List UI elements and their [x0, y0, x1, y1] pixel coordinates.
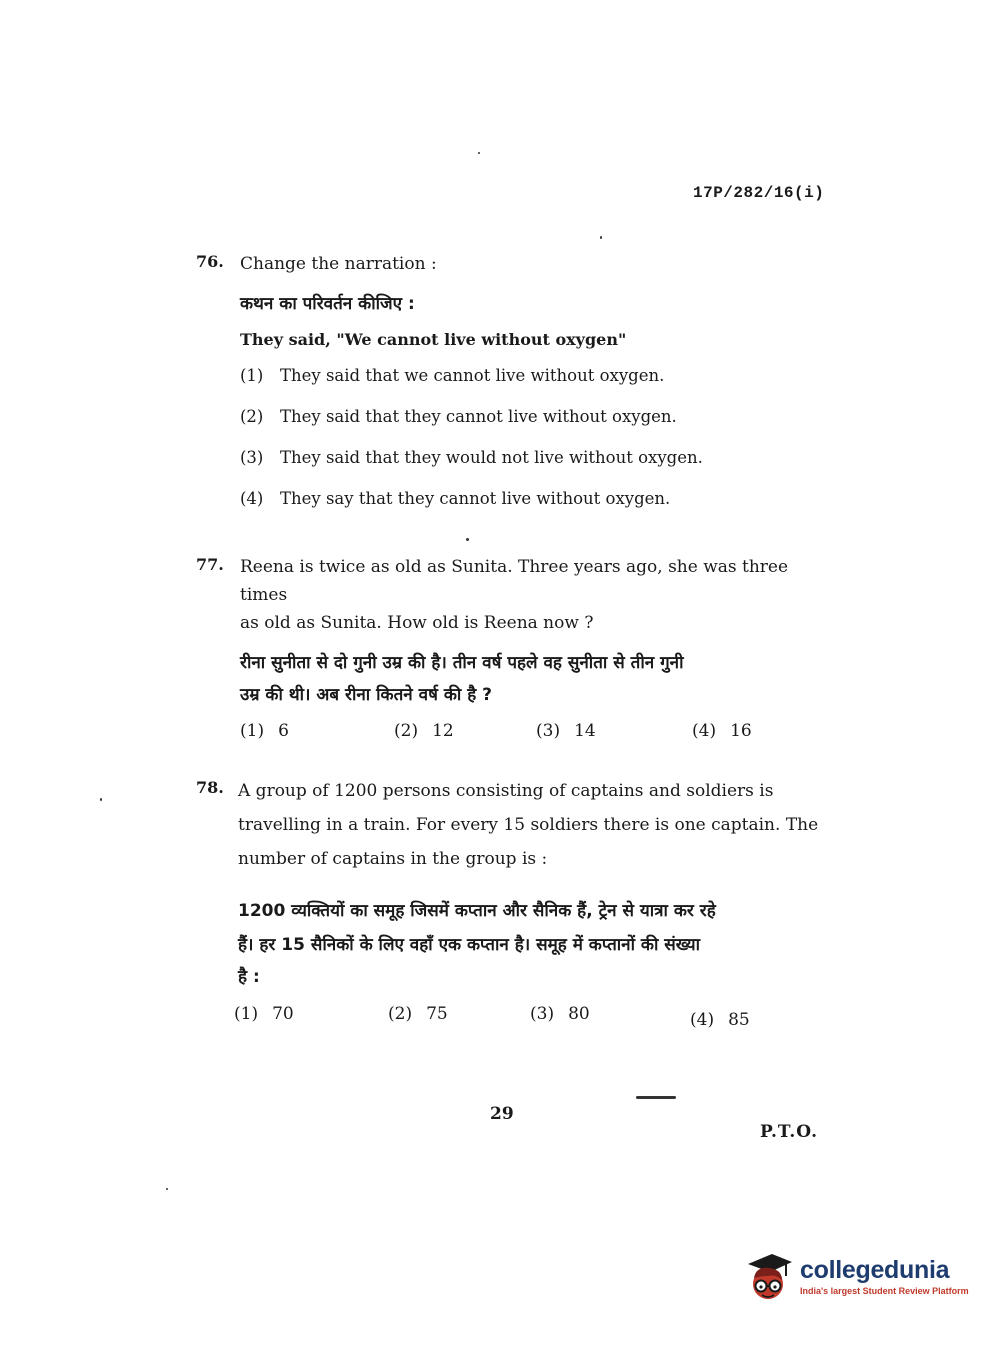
- option-2: [394, 721, 454, 741]
- option-1: [240, 721, 289, 741]
- scan-speck: [166, 1188, 168, 1190]
- option-text: 75: [426, 1004, 448, 1024]
- option-number: (4): [692, 721, 717, 741]
- scan-speck: [478, 152, 480, 154]
- question-text-english-line-2: as old as Sunita. How old is Reena now ?: [240, 613, 594, 633]
- question-number: 76.: [196, 252, 224, 271]
- option-4: [692, 721, 752, 741]
- option-text: 12: [432, 721, 454, 741]
- option-number: (4): [690, 1010, 715, 1030]
- option-number: (3): [530, 1004, 555, 1024]
- scan-speck: [100, 798, 102, 801]
- question-text-english-line-3: number of captains in the group is :: [238, 849, 548, 869]
- option-3: [536, 721, 596, 741]
- question-text-hindi-line-1: रीना सुनीता से दो गुनी उम्र की है। तीन वर्ष पहले वह सुनीता से तीन गुनी: [240, 653, 684, 673]
- collegedunia-watermark: [742, 1250, 972, 1314]
- question-text-english-line-1: Reena is twice as old as Sunita. Three years ago, she was three times: [240, 557, 789, 605]
- option-3: [530, 1004, 590, 1024]
- option-text: They said that they would not live without oxygen.: [280, 448, 703, 467]
- option-number: (1): [234, 1004, 259, 1024]
- option-4: [690, 1010, 750, 1030]
- watermark-tagline: India's largest Student Review Platform: [800, 1286, 969, 1296]
- option-number: (1): [240, 366, 264, 385]
- option-text: 85: [728, 1010, 750, 1030]
- question-text-english: Change the narration :: [240, 254, 437, 274]
- scan-speck: [600, 236, 602, 239]
- option-number: (2): [394, 721, 419, 741]
- pto-label: P.T.O.: [760, 1122, 818, 1142]
- option-number: (2): [240, 407, 264, 426]
- option-number: (3): [240, 448, 264, 467]
- option-text: They said that they cannot live without oxygen.: [280, 407, 677, 426]
- question-77: [196, 553, 836, 745]
- paper-code: 17P/282/16(i): [693, 184, 825, 202]
- options-list: [240, 366, 836, 509]
- watermark-name: collegedunia: [800, 1256, 950, 1284]
- option-text: 16: [730, 721, 752, 741]
- option-text: 6: [278, 721, 289, 741]
- scan-speck: [636, 1096, 676, 1099]
- option-2: [388, 1004, 448, 1024]
- question-number: 77.: [196, 555, 224, 574]
- option-2: [240, 407, 836, 427]
- option-text: 14: [574, 721, 596, 741]
- scan-speck: [466, 538, 469, 541]
- question-76: [196, 250, 836, 509]
- question-text-hindi-line-2: उम्र की थी। अब रीना कितने वर्ष की है ?: [240, 685, 493, 705]
- question-text-english-line-2: travelling in a train. For every 15 soldiers there is one captain. The: [238, 815, 819, 835]
- question-stem: They said, "We cannot live without oxygen": [240, 330, 627, 349]
- option-3: [240, 448, 836, 468]
- page-number: 29: [490, 1104, 514, 1124]
- options-row: [240, 721, 836, 745]
- question-text-hindi-line-2: हैं। हर 15 सैनिकों के लिए वहाँ एक कप्तान है। समूह में कप्तानों की संख्या: [238, 935, 701, 955]
- option-number: (3): [536, 721, 561, 741]
- question-text-hindi: कथन का परिवर्तन कीजिए :: [240, 294, 415, 314]
- question-text-hindi-line-1: 1200 व्यक्तियों का समूह जिसमें कप्तान और सैनिक हैं, ट्रेन से यात्रा कर रहे: [238, 901, 716, 921]
- option-1: [240, 366, 836, 386]
- option-text: 70: [272, 1004, 294, 1024]
- option-text: They say that they cannot live without oxygen.: [280, 489, 671, 508]
- question-number: 78.: [196, 778, 224, 797]
- option-number: (2): [388, 1004, 413, 1024]
- graduate-mascot-icon: [742, 1250, 794, 1306]
- question-78: [196, 774, 836, 1028]
- question-text-english-line-1: A group of 1200 persons consisting of captains and soldiers is: [238, 781, 774, 801]
- option-text: They said that we cannot live without oxygen.: [280, 366, 665, 385]
- option-number: (4): [240, 489, 264, 508]
- option-1: [234, 1004, 294, 1024]
- option-4: [240, 489, 836, 509]
- options-row: [234, 1004, 836, 1030]
- question-text-hindi-line-3: है :: [238, 967, 260, 987]
- option-text: 80: [568, 1004, 590, 1024]
- option-number: (1): [240, 721, 265, 741]
